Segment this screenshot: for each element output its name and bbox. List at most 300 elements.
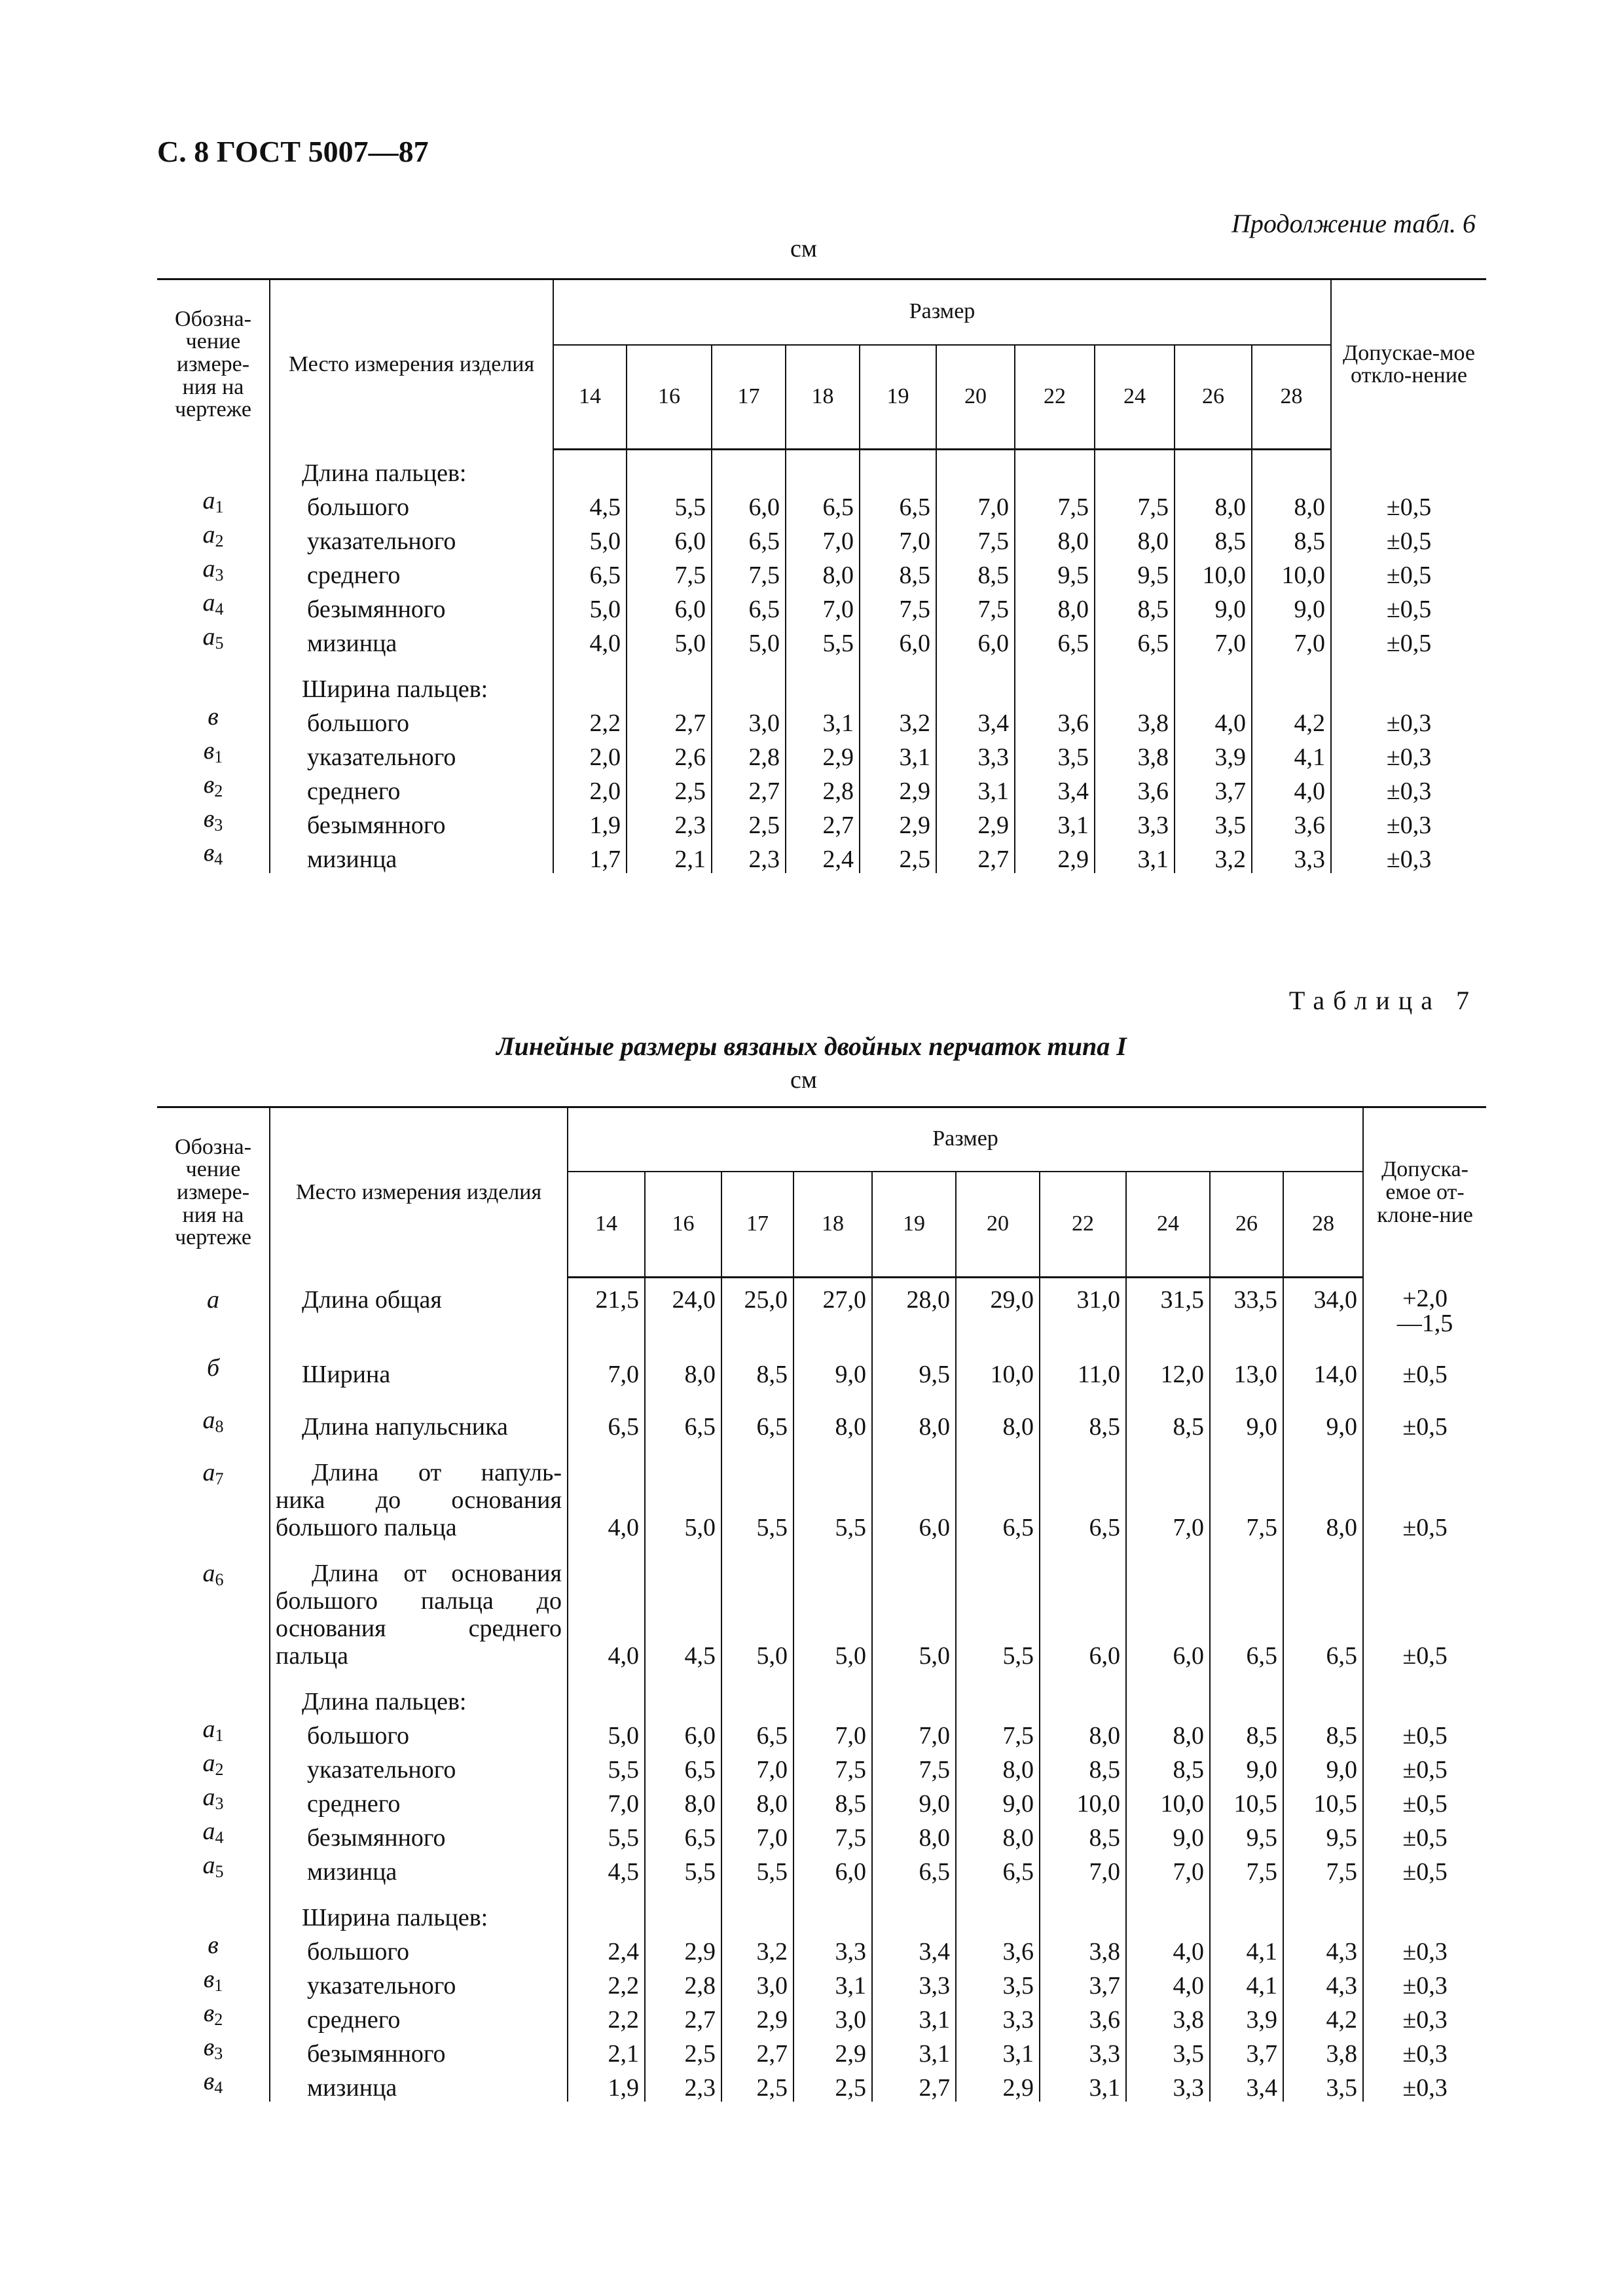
size-value: 2,8: [712, 737, 786, 771]
measure-symbol-index: 2: [215, 531, 224, 550]
measure-symbol: [157, 1286, 270, 1336]
size-value: 2,9: [860, 805, 936, 839]
measure-place: [270, 2068, 568, 2102]
size-value: 3,8: [1095, 737, 1175, 771]
size-value: 2,1: [627, 839, 712, 873]
size-value: 5,0: [712, 623, 786, 657]
size-value: 7,0: [721, 1818, 793, 1852]
measure-symbol-letter: в: [203, 737, 215, 764]
size-value: 1,9: [568, 2068, 645, 2102]
size-header: 18: [793, 1172, 872, 1278]
table-row: [157, 521, 1486, 555]
spacer-row: [157, 1670, 1486, 1688]
measure-symbol: [157, 1818, 270, 1852]
measure-symbol: [157, 623, 270, 657]
measure-place-text: Длина напульсника: [302, 1413, 508, 1441]
size-value: 4,1: [1210, 1965, 1283, 2000]
table-row: [157, 555, 1486, 589]
measure-symbol-index: 1: [214, 747, 223, 766]
tolerance-line: —1,5: [1396, 1310, 1453, 1337]
measure-symbol-letter: a: [202, 1715, 215, 1743]
size-header: 19: [872, 1172, 956, 1278]
tolerance-value: ±0,3: [1331, 805, 1486, 839]
size-header: 20: [956, 1172, 1040, 1278]
size-value: 3,3: [1126, 2068, 1210, 2102]
size-value: 7,0: [1252, 623, 1331, 657]
size-value: 6,5: [721, 1715, 793, 1749]
size-value: 8,0: [956, 1407, 1040, 1441]
size-value: 3,1: [793, 1965, 872, 2000]
size-value: 3,6: [1252, 805, 1331, 839]
measure-symbol-index: 4: [215, 600, 224, 619]
size-value: 2,7: [645, 2000, 721, 2034]
size-value: 3,1: [1095, 839, 1175, 873]
group-title-text: Длина пальцев:: [302, 459, 467, 487]
size-value: 3,3: [1040, 2034, 1126, 2068]
measure-symbol-index: 4: [214, 850, 223, 869]
tolerance-value: ±0,3: [1331, 839, 1486, 873]
measure-symbol: [157, 1965, 270, 2000]
size-value: 2,9: [956, 2068, 1040, 2102]
size-value: 7,5: [1210, 1852, 1283, 1886]
size-value: 2,4: [568, 1931, 645, 1965]
measure-symbol-letter: в: [203, 805, 215, 833]
measure-place-text: большого: [307, 1938, 410, 1965]
size-value: 8,0: [872, 1407, 956, 1441]
size-value: 4,0: [553, 623, 627, 657]
size-value: 9,5: [1210, 1818, 1283, 1852]
size-header: 17: [721, 1172, 793, 1278]
size-header: 16: [645, 1172, 721, 1278]
measure-symbol: [157, 2068, 270, 2102]
size-value: 7,5: [872, 1749, 956, 1784]
size-value: 2,9: [645, 1931, 721, 1965]
measure-symbol-index: 7: [215, 1469, 224, 1488]
size-value: 2,5: [627, 771, 712, 805]
measure-place: [270, 623, 553, 657]
size-value: 2,9: [1015, 839, 1095, 873]
size-value: 8,0: [645, 1354, 721, 1388]
group-title-row: [157, 1688, 1486, 1715]
size-value: 5,0: [553, 589, 627, 623]
measure-symbol: [157, 1715, 270, 1749]
group-title-row: [157, 675, 1486, 703]
size-value: 3,1: [1040, 2068, 1126, 2102]
size-value: 31,5: [1126, 1286, 1210, 1336]
measure-symbol-index: 2: [214, 781, 223, 800]
size-value: 7,5: [712, 555, 786, 589]
measure-place-text: указательного: [307, 1972, 456, 2000]
group-title-row: [157, 1904, 1486, 1931]
measure-place-text: мизинца: [307, 2074, 397, 2102]
size-header: 22: [1015, 345, 1095, 450]
measure-place-text: среднего: [307, 1790, 401, 1818]
tolerance-value: ±0,5: [1331, 623, 1486, 657]
size-value: 8,5: [860, 555, 936, 589]
size-value: 2,7: [712, 771, 786, 805]
size-value: 2,1: [568, 2034, 645, 2068]
size-value: 8,0: [1040, 1715, 1126, 1749]
tolerance-value: ±0,3: [1363, 2068, 1486, 2102]
tolerance-value: ±0,3: [1331, 737, 1486, 771]
table-row: [157, 1459, 1486, 1541]
size-value: 6,0: [1040, 1560, 1126, 1670]
measure-place: [270, 737, 553, 771]
size-value: 3,4: [872, 1931, 956, 1965]
size-value: 3,3: [1252, 839, 1331, 873]
size-value: 9,0: [793, 1354, 872, 1388]
size-value: 8,5: [1175, 521, 1252, 555]
size-value: 7,0: [568, 1784, 645, 1818]
size-value: 6,5: [553, 555, 627, 589]
size-value: 9,0: [1126, 1818, 1210, 1852]
table7-label: Таблица 7: [1288, 986, 1478, 1015]
table-row: [157, 623, 1486, 657]
table6-col-tolerance: Допускае-мое откло-нение: [1331, 279, 1486, 450]
measure-symbol-index: 3: [214, 2044, 223, 2063]
table-row: [157, 1354, 1486, 1388]
group-title-row: [157, 459, 1486, 487]
size-value: 9,0: [1210, 1407, 1283, 1441]
table-row: [157, 703, 1486, 737]
measure-symbol-letter: a: [202, 1784, 215, 1811]
size-value: 9,0: [1283, 1407, 1363, 1441]
measure-symbol-index: 3: [215, 1794, 224, 1813]
measure-symbol: [157, 771, 270, 805]
measure-place: [270, 589, 553, 623]
measure-symbol-letter: a: [202, 1459, 215, 1486]
table7-col-size: Размер: [568, 1107, 1363, 1172]
group-title: [270, 459, 553, 487]
measure-symbol-letter: в: [203, 2068, 215, 2095]
table-row: [157, 1931, 1486, 1965]
measure-symbol: [157, 703, 270, 737]
size-value: 6,0: [627, 521, 712, 555]
size-value: 3,9: [1175, 737, 1252, 771]
size-value: 4,3: [1283, 1931, 1363, 1965]
size-value: 3,2: [1175, 839, 1252, 873]
measure-symbol-index: 8: [215, 1417, 224, 1436]
tolerance-value: [1363, 1286, 1486, 1336]
tolerance-value: [1363, 1354, 1486, 1388]
size-value: 4,5: [568, 1852, 645, 1886]
measure-place-line: Длина от основания: [312, 1560, 562, 1587]
size-value: 29,0: [956, 1286, 1040, 1336]
table-row: [157, 839, 1486, 873]
size-value: 28,0: [872, 1286, 956, 1336]
size-value: 3,7: [1040, 1965, 1126, 2000]
size-value: 4,1: [1210, 1931, 1283, 1965]
size-value: 4,0: [1126, 1931, 1210, 1965]
size-value: 3,0: [793, 2000, 872, 2034]
size-value: 14,0: [1283, 1354, 1363, 1388]
measure-symbol-letter: в: [203, 771, 215, 798]
measure-place: [270, 2034, 568, 2068]
table-row: [157, 1852, 1486, 1886]
size-value: 8,5: [1126, 1749, 1210, 1784]
measure-symbol-letter: в: [208, 703, 219, 730]
size-value: 4,0: [568, 1459, 645, 1541]
measure-symbol-letter: a: [202, 1852, 215, 1879]
measure-place: [270, 555, 553, 589]
table-row: [157, 589, 1486, 623]
size-value: 10,0: [1040, 1784, 1126, 1818]
size-value: 2,2: [568, 1965, 645, 2000]
measure-symbol-letter: б: [206, 1354, 220, 1382]
size-value: 9,0: [956, 1784, 1040, 1818]
size-value: 3,6: [1015, 703, 1095, 737]
size-value: 3,5: [1283, 2068, 1363, 2102]
size-value: 6,5: [872, 1852, 956, 1886]
measure-place-line: Длина от напуль-: [312, 1459, 562, 1486]
measure-symbol-index: 5: [215, 1862, 224, 1881]
measure-place-text: безымянного: [307, 812, 446, 839]
size-value: 3,4: [1015, 771, 1095, 805]
measure-symbol-index: 3: [215, 565, 224, 584]
size-header: 14: [553, 345, 627, 450]
size-value: 8,5: [1126, 1407, 1210, 1441]
size-value: 6,5: [568, 1407, 645, 1441]
size-value: 7,0: [872, 1715, 956, 1749]
size-value: 7,5: [956, 1715, 1040, 1749]
measure-place-text: безымянного: [307, 1824, 446, 1852]
measure-place-text: указательного: [307, 744, 456, 771]
size-value: 3,5: [1015, 737, 1095, 771]
measure-place-text: большого: [307, 493, 410, 521]
tolerance-value: ±0,3: [1363, 1931, 1486, 1965]
size-value: 8,0: [786, 555, 860, 589]
size-value: 9,0: [1252, 589, 1331, 623]
size-header: 24: [1126, 1172, 1210, 1278]
table6: [157, 278, 1486, 873]
size-value: 4,1: [1252, 737, 1331, 771]
size-value: 3,6: [1095, 771, 1175, 805]
size-value: 2,7: [936, 839, 1015, 873]
measure-symbol-letter: a: [202, 1818, 215, 1845]
tolerance-value: ±0,5: [1331, 555, 1486, 589]
table6-col-symbol: Обозна-чение измере-ния на чертеже: [157, 279, 270, 450]
size-value: 2,5: [645, 2034, 721, 2068]
measure-place-text: безымянного: [307, 2040, 446, 2068]
table-row: [157, 2068, 1486, 2102]
measure-place: [270, 703, 553, 737]
size-value: 2,3: [645, 2068, 721, 2102]
size-value: 7,0: [1175, 623, 1252, 657]
size-value: 3,1: [1015, 805, 1095, 839]
size-value: 8,0: [956, 1749, 1040, 1784]
measure-place: [270, 1459, 568, 1541]
size-value: 2,0: [553, 771, 627, 805]
size-value: 2,7: [721, 2034, 793, 2068]
size-value: 2,7: [627, 703, 712, 737]
size-value: 6,5: [712, 521, 786, 555]
table-row: [157, 1965, 1486, 2000]
tolerance-value: ±0,3: [1331, 771, 1486, 805]
size-value: 6,5: [1040, 1459, 1126, 1541]
size-value: 6,0: [860, 623, 936, 657]
tolerance-value: ±0,3: [1363, 2034, 1486, 2068]
size-value: 6,5: [860, 487, 936, 521]
measure-symbol: [157, 555, 270, 589]
table-row: [157, 2000, 1486, 2034]
measure-symbol: [157, 521, 270, 555]
size-value: 3,3: [956, 2000, 1040, 2034]
size-value: 7,5: [936, 589, 1015, 623]
measure-symbol-letter: в: [203, 839, 215, 867]
size-header: 20: [936, 345, 1015, 450]
size-value: 3,7: [1210, 2034, 1283, 2068]
table-row: [157, 1286, 1486, 1336]
size-value: 3,9: [1210, 2000, 1283, 2034]
tolerance-value: ±0,5: [1363, 1459, 1486, 1541]
size-value: 7,5: [936, 521, 1015, 555]
size-value: 3,0: [721, 1965, 793, 2000]
size-header: 18: [786, 345, 860, 450]
table-row: [157, 1407, 1486, 1441]
size-value: 3,1: [786, 703, 860, 737]
size-value: 7,0: [860, 521, 936, 555]
measure-symbol-letter: a: [202, 521, 215, 548]
measure-symbol: [157, 2000, 270, 2034]
size-value: 7,0: [786, 589, 860, 623]
measure-symbol-letter: a: [202, 487, 215, 514]
size-value: 5,0: [568, 1715, 645, 1749]
measure-symbol: [157, 1749, 270, 1784]
size-value: 5,0: [645, 1459, 721, 1541]
size-value: 5,5: [793, 1459, 872, 1541]
size-value: 4,5: [553, 487, 627, 521]
size-value: 6,5: [786, 487, 860, 521]
size-value: 6,5: [956, 1852, 1040, 1886]
size-value: 10,0: [1252, 555, 1331, 589]
size-value: 2,8: [786, 771, 860, 805]
measure-place-line: большого пальца: [276, 1514, 457, 1541]
measure-place-text: безымянного: [307, 596, 446, 623]
table-row: [157, 771, 1486, 805]
size-value: 3,2: [860, 703, 936, 737]
size-value: 5,0: [553, 521, 627, 555]
size-value: 2,5: [860, 839, 936, 873]
size-value: 3,1: [872, 2000, 956, 2034]
tolerance-value: ±0,5: [1363, 1784, 1486, 1818]
table6-col-size: Размер: [553, 279, 1331, 345]
size-value: 6,0: [936, 623, 1015, 657]
measure-place-line: большого пальца до: [276, 1587, 562, 1615]
measure-symbol: [157, 589, 270, 623]
size-value: 7,5: [1283, 1852, 1363, 1886]
measure-place: [270, 839, 553, 873]
size-value: 3,1: [956, 2034, 1040, 2068]
size-value: 6,5: [1015, 623, 1095, 657]
size-value: 3,5: [1175, 805, 1252, 839]
size-value: 2,5: [712, 805, 786, 839]
size-value: 7,0: [568, 1354, 645, 1388]
measure-symbol-letter: a: [202, 1749, 215, 1777]
group-title-text: Ширина пальцев:: [302, 675, 488, 703]
table-row: [157, 1560, 1486, 1670]
size-value: 9,0: [872, 1784, 956, 1818]
tolerance-value: [1363, 1407, 1486, 1441]
tolerance-value: ±0,3: [1363, 2000, 1486, 2034]
spacer-row: [157, 657, 1486, 675]
measure-place: [270, 1407, 568, 1441]
measure-place-text: мизинца: [307, 1858, 397, 1886]
size-value: 4,2: [1252, 703, 1331, 737]
measure-place-line: основания среднего: [276, 1615, 562, 1642]
size-value: 6,0: [1126, 1560, 1210, 1670]
size-value: 8,5: [1040, 1407, 1126, 1441]
table-row: [157, 2034, 1486, 2068]
table7-title: Линейные размеры вязаных двойных перчаток типа I: [496, 1031, 1127, 1061]
size-value: 6,5: [1210, 1560, 1283, 1670]
size-value: 8,5: [1210, 1715, 1283, 1749]
size-value: 6,0: [645, 1715, 721, 1749]
tolerance-value: ±0,5: [1363, 1749, 1486, 1784]
size-value: 7,0: [793, 1715, 872, 1749]
size-value: 8,0: [956, 1818, 1040, 1852]
size-value: 3,4: [1210, 2068, 1283, 2102]
size-value: 6,0: [712, 487, 786, 521]
measure-place: [270, 1749, 568, 1784]
tolerance-line: +2,0: [1402, 1285, 1448, 1312]
measure-place: [270, 1965, 568, 2000]
measure-symbol-index: 4: [215, 1828, 224, 1847]
measure-symbol: [157, 1784, 270, 1818]
size-header: 28: [1252, 345, 1331, 450]
size-value: 2,9: [793, 2034, 872, 2068]
size-value: 4,0: [568, 1560, 645, 1670]
size-value: 8,5: [1040, 1818, 1126, 1852]
measure-symbol-index: 1: [215, 1726, 224, 1745]
size-value: 8,0: [721, 1784, 793, 1818]
size-value: 8,0: [1015, 589, 1095, 623]
size-value: 10,0: [956, 1354, 1040, 1388]
size-value: 8,0: [793, 1407, 872, 1441]
size-value: 6,5: [1283, 1560, 1363, 1670]
spacer-row: [157, 450, 1486, 460]
size-value: 5,0: [627, 623, 712, 657]
size-value: 7,5: [793, 1818, 872, 1852]
size-value: 8,5: [721, 1354, 793, 1388]
table-row: [157, 1749, 1486, 1784]
size-value: 3,8: [1283, 2034, 1363, 2068]
tolerance-value: ±0,5: [1363, 1852, 1486, 1886]
size-value: 3,2: [721, 1931, 793, 1965]
size-value: 7,0: [721, 1749, 793, 1784]
size-value: 6,5: [956, 1459, 1040, 1541]
size-value: 7,5: [1095, 487, 1175, 521]
measure-place: [270, 1852, 568, 1886]
size-value: 1,7: [553, 839, 627, 873]
size-value: 27,0: [793, 1286, 872, 1336]
measure-symbol-index: 1: [214, 1976, 223, 1995]
measure-symbol-letter: a: [202, 1407, 215, 1434]
measure-symbol-index: 5: [215, 634, 224, 653]
measure-symbol: [157, 1407, 270, 1441]
size-value: 2,9: [860, 771, 936, 805]
tolerance-value: ±0,5: [1363, 1560, 1486, 1670]
tolerance-value: ±0,5: [1363, 1818, 1486, 1852]
size-value: 9,0: [1283, 1749, 1363, 1784]
measure-symbol: [157, 1852, 270, 1886]
size-value: 2,0: [553, 737, 627, 771]
size-header: 16: [627, 345, 712, 450]
size-value: 2,7: [786, 805, 860, 839]
spacer-row: [157, 1541, 1486, 1560]
size-value: 7,5: [793, 1749, 872, 1784]
size-value: 31,0: [1040, 1286, 1126, 1336]
measure-place: [270, 487, 553, 521]
